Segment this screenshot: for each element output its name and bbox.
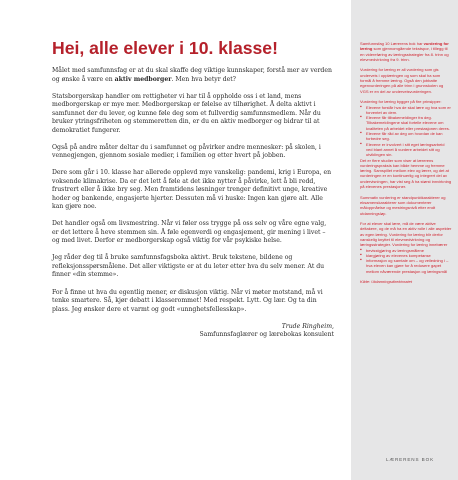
list-item: ▪ Elevene får råd av deg om hvordan de kan forbedre seg. [360, 131, 452, 142]
principles-list [360, 105, 452, 158]
list-item: ▪ Elevene får tilbakemeldinger fra deg. Tilbakemeldingene skal fortelle elevene om kvaliteten på arbeidet eller prestasjonen deres. [360, 115, 452, 131]
page-title: Hei, alle elever i 10. klasse! [52, 38, 278, 58]
sidebar-intro [360, 41, 452, 62]
sidebar-paragraph-5: Summativ vurdering er standpunktkarakterer og eksamenskarakterer som dokumenterer måloppnåelse og mestringsnivå etter endt utdanningsløp. [360, 194, 446, 216]
paragraph-intro [52, 67, 334, 84]
sidebar-intro-before: Samfunnsfag 10 Lærerens bok har [360, 41, 424, 46]
intro-text-after: . Men hva betyr det? [171, 75, 236, 83]
sidebar-intro-after: som gjennomgående tekstspor, i tillegg til en videreføring av læringsstrategier fra 8. trinn og elevmedvirkning fra 9. trinn. [360, 46, 449, 62]
sidebar [351, 0, 458, 480]
paragraph-participation: Også på andre måter deltar du i samfunnet og påvirker andre mennesker: på skolen, i vennegjengen, gjennom sosiale medier, i familien og etter hvert på jobben. [52, 143, 321, 160]
main-column [52, 38, 334, 340]
intro-bold-term: aktiv medborger [114, 75, 172, 83]
paragraph-challenges: Dere som går i 10. klasse har allerede opplevd mye vanskelig: pandemi, krig i Europa, en voksende klimakrise. Da er det lett å føle at det ikke nytter å påvirke, lett å bli redd, frustrert eller å ikke bry seg. Men framtidens løsninger trenger definitivt unge, kreative hoder og bankende, engasjerte hjerter. Dessuten må vi huske: Ingen kan gjøre alt. Alle kan gjøre noe. [52, 169, 332, 211]
sidebar-paragraph-4: Det er flere studier som viser at lærerens vurderingspraksis kan både hemme og fremme læring. Samspillet mellom elev og lærer, og det at vurderingen er en kontinuerlig og integrert del av undervisningen, har vist seg å ha størst innvirkning på elevenes prestasjoner. [360, 157, 452, 190]
list-item: ▪ Elevene er involvert i sitt eget læringsarbeid ved blant annet å vurdere arbeidet sitt og utviklingen sin. [360, 142, 452, 158]
sidebar-paragraph-3: Vurdering for læring bygger på fire prinsipper: [360, 99, 442, 105]
sidebar-content [360, 41, 452, 285]
list-item: ▪ bevisstgjøring av læringsmålene [360, 248, 452, 253]
sidebar-paragraph-2: Vurdering for læring er all vurdering som gis underveis i opplæringen og som skal ha som formål å fremme læring. Også den jobbatte egenvurderingen på alle trinn i grunnskolen og VGS er en del av underveisvurderingen. [360, 67, 444, 94]
page-footer: LÆRERENS BOK [386, 457, 435, 462]
paragraph-citizenship: Statsborgerskap handler om rettigheter vi har til å oppholde oss i et land, mens medborgerskap er mye mer. Medborgerskap er følelse av tilhørighet. Å delta aktivt i samfunnet der du lever, og kunne føle deg som et fullverdig samfunnsmedlem. Når du bruker ytringsfriheten og stemmeretten din, er du en aktiv medborger og bidrar til at demokratiet fungerer. [52, 92, 321, 134]
sidebar-paragraph-6: For at elever skal lære, må de være aktive deltakere, og de må ha en aktiv rolle i alle aspekter av egen læring. Vurdering for læring blir derfor vanskelig knyttet til elevmedvirkning og læringsstrategier. Vurdering for læring innebærer [360, 221, 452, 248]
signature-title: Samfunnsfaglærer og lærebokas konsulent [199, 331, 334, 339]
aspects-list [360, 248, 452, 274]
list-item: ▪ Elevene forstår hva de skal lære og hva som er forventet av dem. [360, 105, 452, 116]
signature [52, 323, 334, 340]
sidebar-source: Kilde: Utdanningsdirektoratet [360, 279, 412, 285]
paragraph-advice: Jeg råder deg til å bruke samfunnsfagsboka aktivt. Bruk tekstene, bildene og refleksjonsspørsmålene. Det aller viktigste er at du leter etter hva du selv mener. At du finner «din stemme». [52, 254, 325, 279]
sidebar-intro-bold: vurdering for læring [360, 41, 449, 52]
paragraph-life-skills: Det handler også om livsmestring. Når vi føler oss trygge på oss selv og våre egne valg, er det lettere å heve stemmen sin. Å føle egenverdi og engasjement, gir mening i livet – og med livet. Derfor er medborgerskap også viktig for vår psykiske helse. [52, 220, 327, 245]
paragraph-debate: For å finne ut hva du egentlig mener, er diskusjon viktig. Når vi møter motstand, må vi tenke smartere. Så, kjør debatt i klasserommet! Med respekt. Lytt. Og lær. Og ta din plass. Jeg ønsker dere et varmt og godt «unnghetsfellesskap». [52, 288, 323, 313]
signature-name: Trude Ringheim, [281, 322, 334, 330]
intro-text-before: Målet med samfunnsfag er at du skal skaffe deg viktige kunnskaper, forstå mer av verden og ønske å være en [52, 67, 332, 83]
list-item: ▪ klargjøring av elevenes kompetanse [360, 253, 452, 258]
list-item: ▪ informasjon og samtale om – og veiledning i – hva eleven kan gjøre for å redusere gapet mellom nåværende prestasjon og læringsmål [360, 258, 452, 274]
